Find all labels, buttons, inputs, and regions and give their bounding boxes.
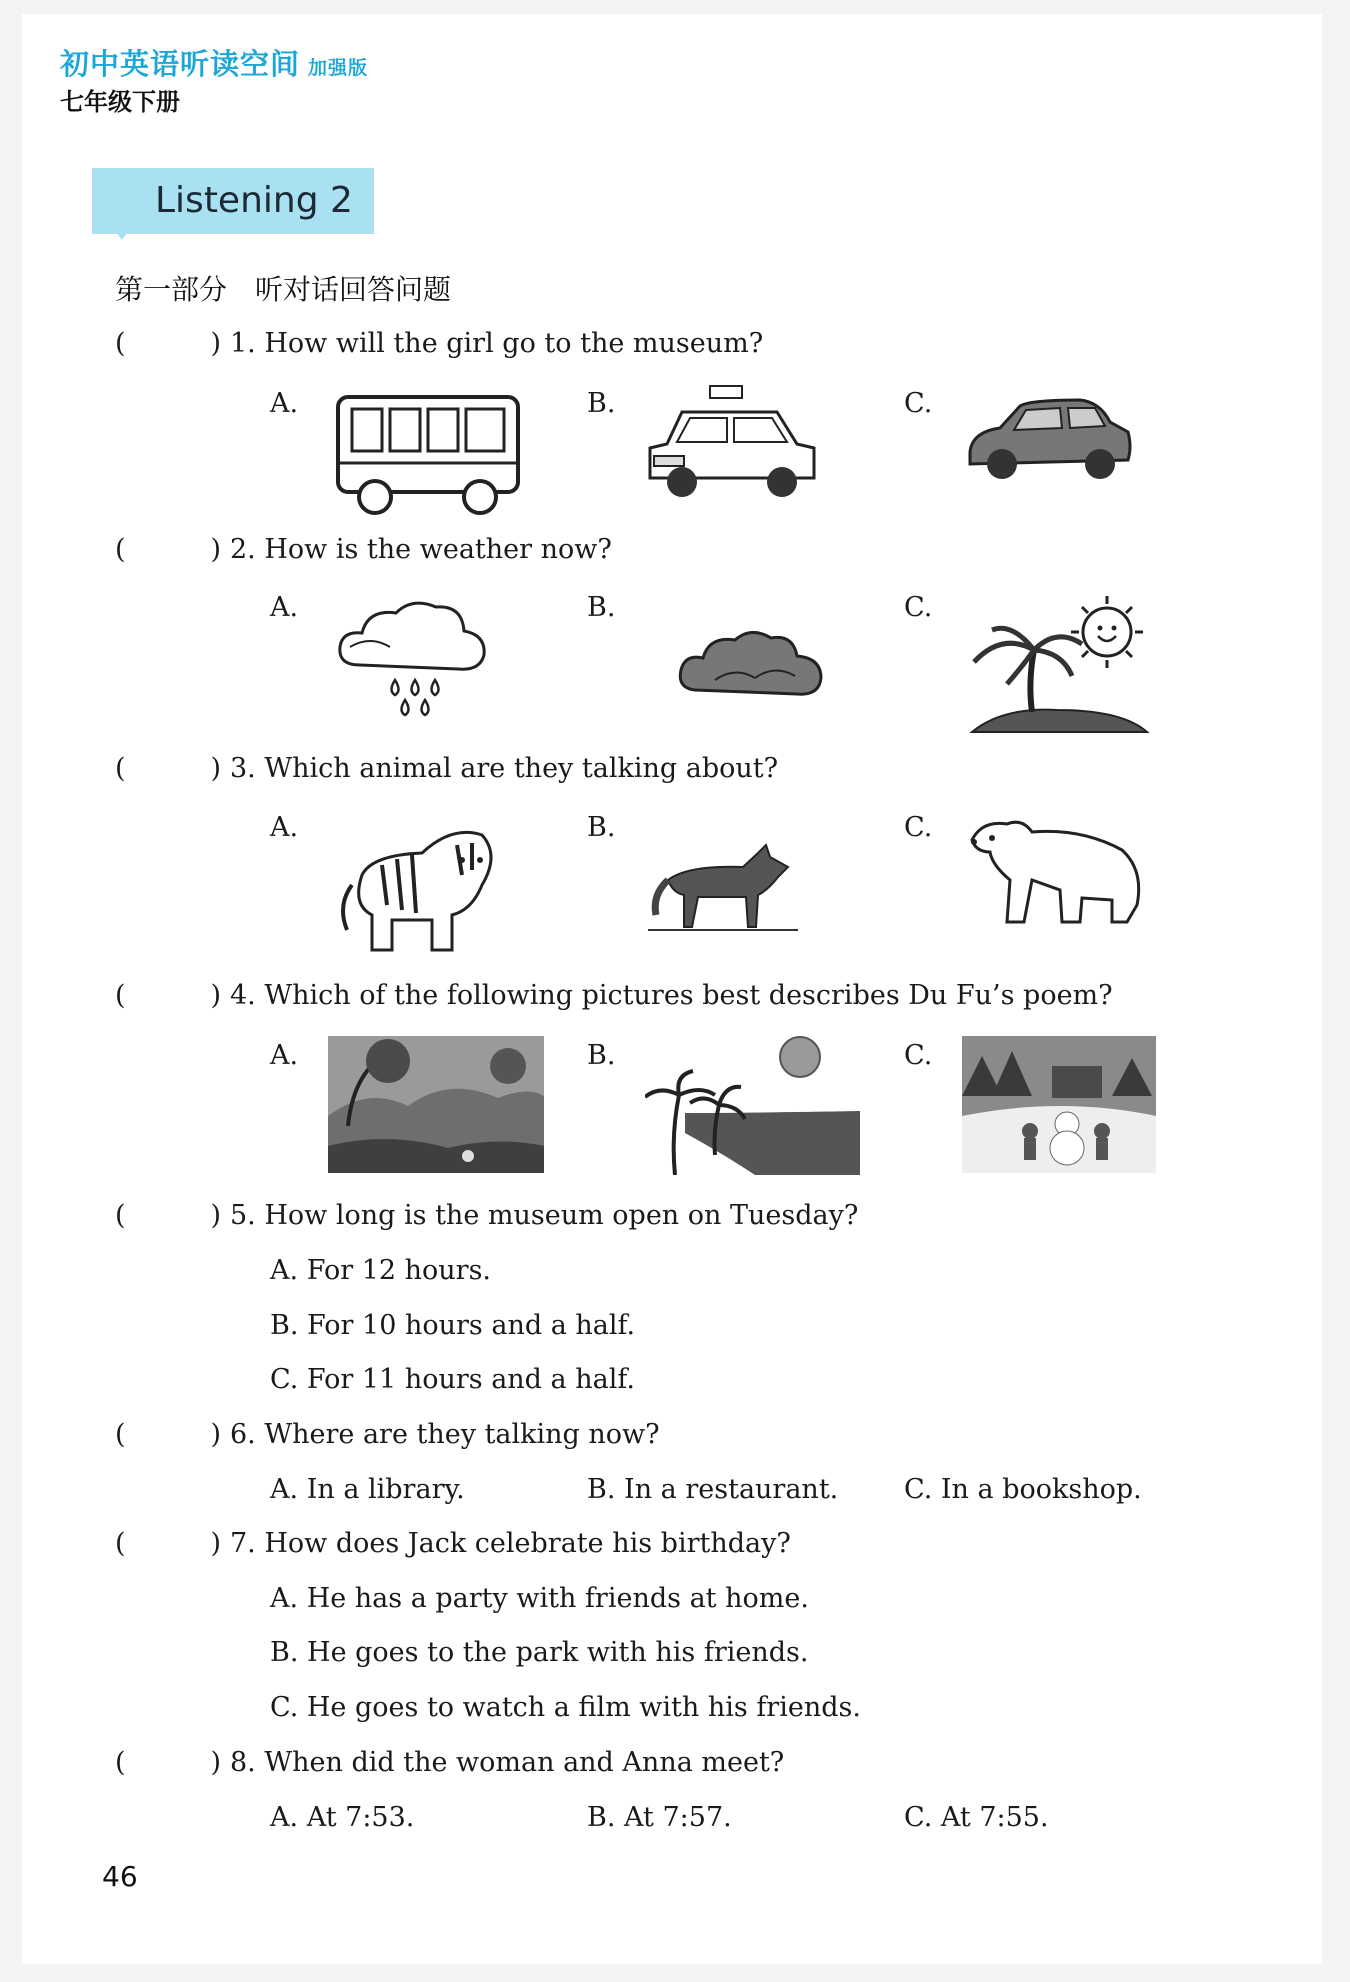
- option-c: C. At 7:55.: [904, 1802, 1049, 1833]
- edition-label: 加强版: [308, 57, 369, 79]
- answer-blank[interactable]: ( ): [115, 1419, 221, 1450]
- cloudy-icon: [675, 620, 827, 710]
- bus-icon: [330, 385, 530, 520]
- option-letter: C.: [904, 388, 933, 419]
- beach-palm-photo: [645, 1035, 860, 1175]
- question-5: 5. How long is the museum open on Tuesday?: [230, 1200, 859, 1231]
- question-8: 8. When did the woman and Anna meet?: [230, 1747, 785, 1778]
- banner-label: Listening 2: [155, 180, 353, 221]
- answer-blank[interactable]: ( ): [115, 1528, 221, 1559]
- question-6: 6. Where are they talking now?: [230, 1419, 660, 1450]
- answer-blank[interactable]: ( ): [115, 753, 221, 784]
- option-letter: C.: [904, 592, 933, 623]
- option-a: A. At 7:53.: [270, 1802, 415, 1833]
- option-letter: B.: [587, 812, 616, 843]
- grade-label: 七年级下册: [60, 87, 180, 116]
- option-letter: C.: [904, 812, 933, 843]
- sunny-island-icon: [962, 592, 1152, 737]
- snow-scene-photo: [962, 1036, 1156, 1173]
- question-4: 4. Which of the following pictures best describes Du Fu’s poem?: [230, 980, 1113, 1011]
- option-b: B. For 10 hours and a half.: [270, 1310, 636, 1341]
- option-b: B. At 7:57.: [587, 1802, 732, 1833]
- question-7: 7. How does Jack celebrate his birthday?: [230, 1528, 791, 1559]
- question-3: 3. Which animal are they talking about?: [230, 753, 779, 784]
- section-title: 第一部分 听对话回答问题: [115, 273, 452, 306]
- question-2: 2. How is the weather now?: [230, 534, 612, 565]
- answer-blank[interactable]: ( ): [115, 980, 221, 1011]
- answer-blank[interactable]: ( ): [115, 534, 221, 565]
- banner-pointer: [110, 224, 134, 240]
- option-c: C. In a bookshop.: [904, 1474, 1142, 1505]
- wolf-icon: [648, 835, 798, 935]
- answer-blank[interactable]: ( ): [115, 328, 221, 359]
- question-1: 1. How will the girl go to the museum?: [230, 328, 764, 359]
- rain-cloud-icon: [330, 595, 490, 725]
- spring-scene-photo: [328, 1036, 544, 1173]
- option-letter: A.: [270, 1040, 299, 1071]
- option-letter: B.: [587, 388, 616, 419]
- option-b: B. In a restaurant.: [587, 1474, 839, 1505]
- answer-blank[interactable]: ( ): [115, 1200, 221, 1231]
- option-letter: B.: [587, 1040, 616, 1071]
- option-a: A. He has a party with friends at home.: [270, 1583, 809, 1614]
- option-c: C. For 11 hours and a half.: [270, 1364, 635, 1395]
- option-a: A. For 12 hours.: [270, 1255, 492, 1286]
- option-a: A. In a library.: [270, 1474, 465, 1505]
- tiger-icon: [332, 815, 502, 960]
- option-letter: B.: [587, 592, 616, 623]
- option-c: C. He goes to watch a film with his friends.: [270, 1692, 861, 1723]
- polar-bear-icon: [962, 810, 1147, 930]
- option-letter: A.: [270, 812, 299, 843]
- car-icon: [960, 392, 1135, 492]
- taxi-icon: [642, 382, 822, 507]
- series-title: 初中英语听读空间 加强版: [60, 47, 369, 81]
- option-letter: A.: [270, 592, 299, 623]
- option-b: B. He goes to the park with his friends.: [270, 1637, 809, 1668]
- answer-blank[interactable]: ( ): [115, 1747, 221, 1778]
- option-letter: C.: [904, 1040, 933, 1071]
- page-number: 46: [102, 1860, 138, 1893]
- option-letter: A.: [270, 388, 299, 419]
